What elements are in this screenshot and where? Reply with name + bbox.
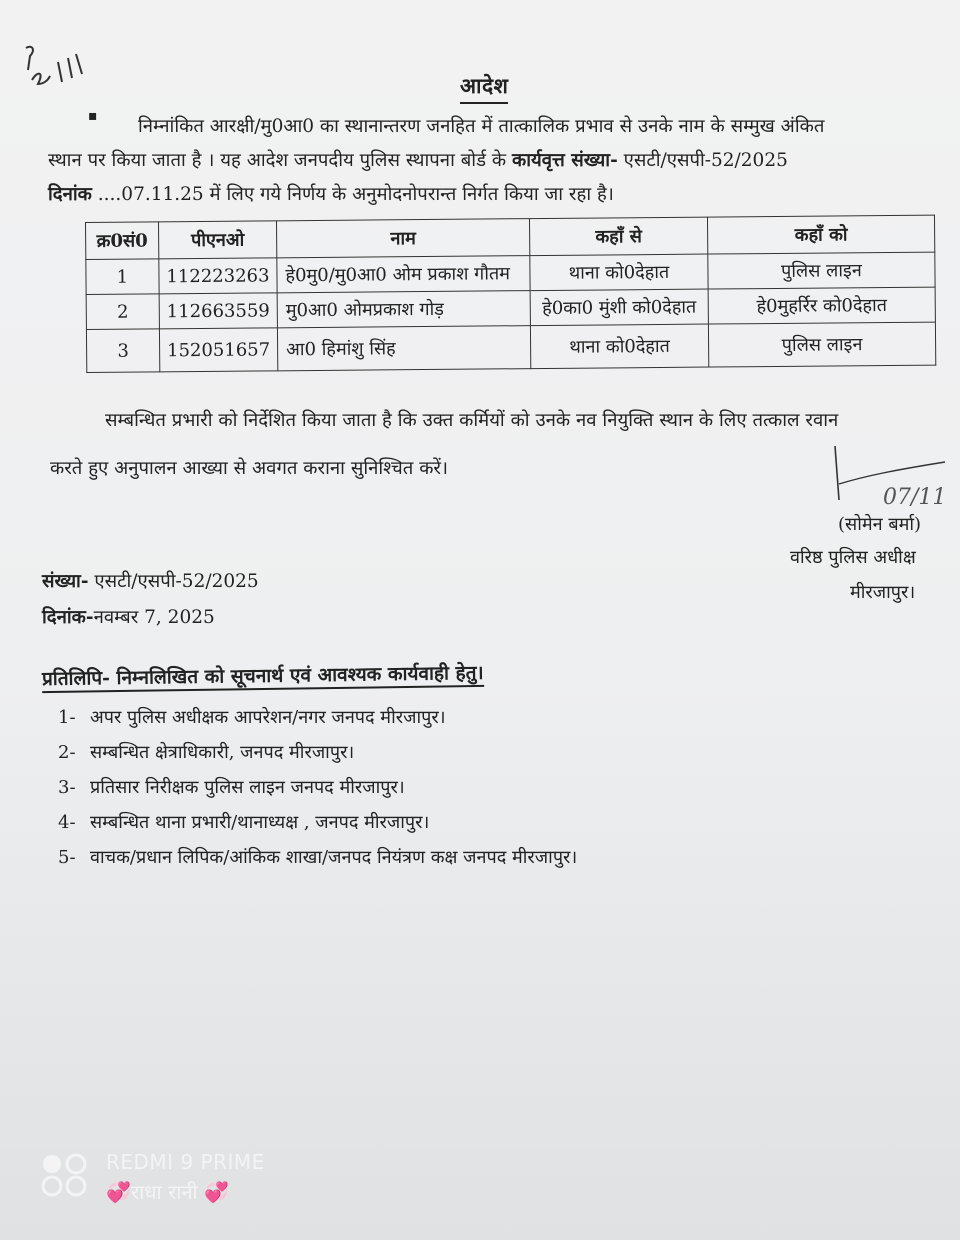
signatory-name: (सोमेन बर्मा) xyxy=(838,514,922,535)
owner-name: 💞राधा रानी 💞 xyxy=(106,1180,229,1204)
signatory-designation: वरिष्ठ पुलिस अधीक्ष xyxy=(790,547,916,568)
minutes-number-label: कार्यवृत्त संख्या- xyxy=(511,150,618,171)
body-line-1: निम्नांकित आरक्षी/मु0आ0 का स्थानान्तरण जनहित में तात्कालिक प्रभाव से उनके नाम के सम्मुख अंकित xyxy=(138,116,825,137)
list-item-text: वाचक/प्रधान लिपिक/आंकिक शाखा/जनपद नियंत्रण कक्ष जनपद मीरजापुर। xyxy=(90,847,578,868)
reference-number xyxy=(42,568,259,593)
device-name: REDMI 9 PRIME xyxy=(106,1150,265,1174)
signature-scribble xyxy=(825,440,960,520)
col-pno: पीएनओ xyxy=(159,221,277,259)
cell-serial: 1 xyxy=(86,259,159,295)
cell-name: आ0 हिमांशु सिंह xyxy=(277,326,530,371)
bullet-dot: ▪ xyxy=(88,108,98,124)
list-item xyxy=(58,810,577,845)
cell-pno: 152051657 xyxy=(159,328,277,372)
col-serial: क्र0सं0 xyxy=(86,222,159,260)
list-item-number: 3- xyxy=(58,777,76,798)
list-item xyxy=(58,775,577,810)
list-item xyxy=(58,740,577,775)
table-row xyxy=(86,322,935,372)
col-from: कहाँ से xyxy=(529,217,707,256)
reference-date-label: दिनांक- xyxy=(42,607,94,628)
list-item-number: 2- xyxy=(58,742,76,763)
camera-logo-icon xyxy=(40,1152,90,1200)
list-item-text: सम्बन्धित क्षेत्राधिकारी, जनपद मीरजापुर। xyxy=(90,742,355,763)
cell-pno: 112223263 xyxy=(159,258,277,294)
list-item xyxy=(58,845,577,880)
cell-to: पुलिस लाइन xyxy=(708,322,935,367)
transfer-table xyxy=(85,215,936,373)
cell-serial: 2 xyxy=(86,294,159,330)
signature-initials: 07/11 xyxy=(883,485,947,510)
cell-from: हे0का0 मुंशी को0देहात xyxy=(530,289,708,326)
cell-pno: 112663559 xyxy=(159,293,277,329)
list-item xyxy=(58,705,577,740)
col-name: नाम xyxy=(276,219,529,258)
cell-from: थाना को0देहात xyxy=(530,324,708,369)
body-line-3 xyxy=(48,186,614,205)
date-label: दिनांक xyxy=(48,184,92,205)
body-line-2-text: स्थान पर किया जाता है । यह आदेश जनपदीय पुलिस स्थापना बोर्ड के xyxy=(48,150,512,171)
list-item-number: 1- xyxy=(58,707,76,728)
cell-to: हे0मुहर्रिर को0देहात xyxy=(708,287,935,324)
cell-from: थाना को0देहात xyxy=(530,254,708,291)
copy-heading: प्रतिलिपि- निम्नलिखित को सूचनार्थ एवं आवश्यक कार्यवाही हेतु। xyxy=(42,659,484,693)
copy-recipients-list xyxy=(58,705,577,880)
instruction-line-2: करते हुए अनुपालन आख्या से अवगत कराना सुनिश्चित करें। xyxy=(50,458,448,479)
reference-number-value: एसटी/एसपी-52/2025 xyxy=(94,571,259,592)
instruction-line-1: सम्बन्धित प्रभारी को निर्देशित किया जाता है कि उक्त कर्मियों को उनके नव नियुक्ति स्थान के लिए तत्काल रवान xyxy=(105,410,839,431)
reference-date-value: नवम्बर 7, 2025 xyxy=(93,607,215,628)
list-item-text: अपर पुलिस अधीक्षक आपरेशन/नगर जनपद मीरजापुर। xyxy=(90,707,446,728)
cell-serial: 3 xyxy=(86,329,159,373)
signatory-place: मीरजापुर। xyxy=(850,582,916,603)
list-item-number: 5- xyxy=(58,847,76,868)
cell-to: पुलिस लाइन xyxy=(708,252,935,289)
list-item-number: 4- xyxy=(58,812,76,833)
list-item-text: सम्बन्धित थाना प्रभारी/थानाध्यक्ष , जनपद मीरजापुर। xyxy=(90,812,430,833)
body-line-2 xyxy=(48,152,788,171)
minutes-number: एसटी/एसपी-52/2025 xyxy=(617,150,788,171)
col-to: कहाँ को xyxy=(707,215,934,254)
reference-number-label: संख्या- xyxy=(42,571,89,592)
reference-date xyxy=(42,604,215,629)
document-title: आदेश xyxy=(460,72,508,104)
cell-name: हे0मु0/मु0आ0 ओम प्रकाश गौतम xyxy=(277,256,530,293)
cell-name: मु0आ0 ओमप्रकाश गोड़ xyxy=(277,291,530,328)
handwritten-note xyxy=(18,40,88,100)
body-line-3-text: ....07.11.25 में लिए गये निर्णय के अनुमोदनोपरान्त निर्गत किया जा रहा है। xyxy=(91,184,614,205)
list-item-text: प्रतिसार निरीक्षक पुलिस लाइन जनपद मीरजापुर। xyxy=(90,777,405,798)
